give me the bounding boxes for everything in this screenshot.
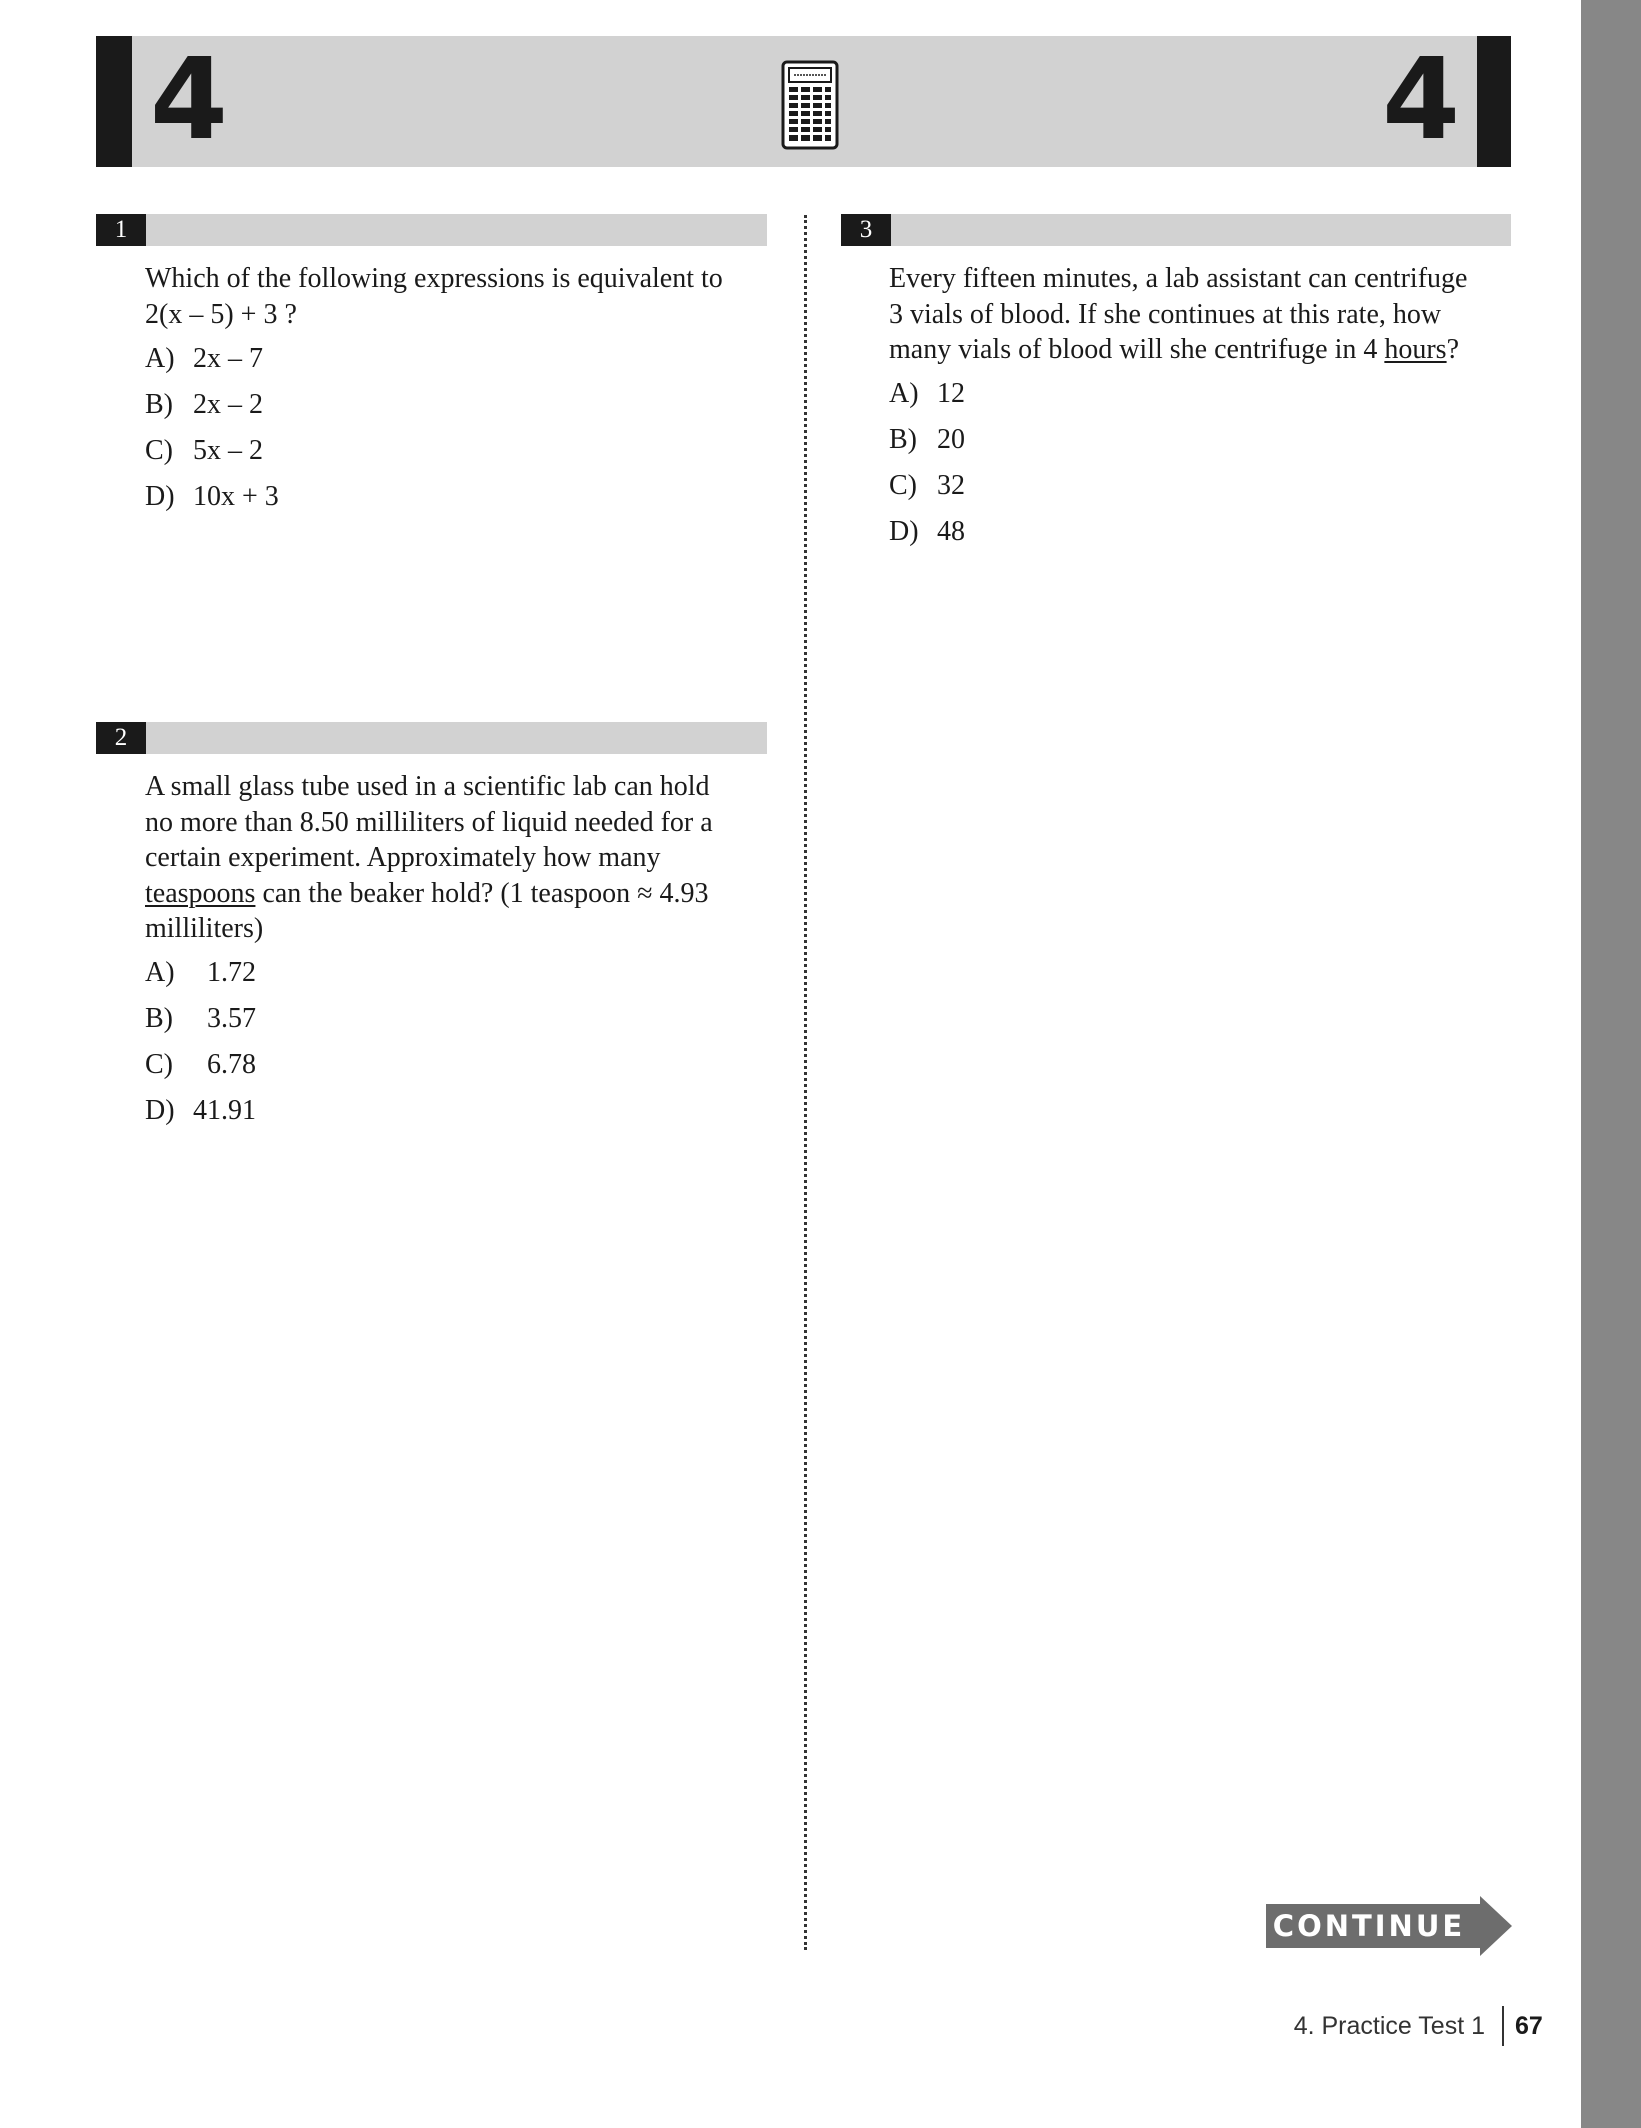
question-3-number: 3 xyxy=(841,214,891,246)
side-margin-bar xyxy=(1581,0,1641,2128)
question-1-text: Which of the following expressions is equivalent to 2(x – 5) + 3 ? xyxy=(145,263,723,330)
answer-choice[interactable]: A) 1.72 xyxy=(145,957,256,988)
section-number-right: 4 xyxy=(1382,35,1460,165)
answer-choice[interactable]: B) 2x – 2 xyxy=(145,389,263,420)
section-number-left: 4 xyxy=(150,35,228,165)
header-right-bar xyxy=(1477,36,1511,167)
question-3-text: Every fifteen minutes, a lab assistant can centrifuge 3 vials of blood. If she continues at this rate, how many vials of blood will she centrifuge in 4 hours? xyxy=(889,263,1468,365)
question-3-header-bar xyxy=(841,214,1511,246)
footer-separator xyxy=(1502,2006,1504,2046)
question-2-number: 2 xyxy=(96,722,146,754)
answer-choice[interactable]: D) 10x + 3 xyxy=(145,481,279,512)
column-divider xyxy=(804,215,807,1950)
continue-arrow-icon xyxy=(1472,1896,1512,1956)
question-3-choices xyxy=(889,376,965,560)
question-1-choices xyxy=(145,341,279,525)
question-2-text: A small glass tube used in a scientific lab can hold no more than 8.50 milliliters of liquid needed for a certain experiment. Approximately how many teaspoons can the beaker hold? (1 teaspoon ≈ 4.93 milliliters) xyxy=(145,771,713,944)
calculator-icon xyxy=(781,60,839,150)
answer-choice[interactable]: C) 6.78 xyxy=(145,1049,256,1080)
question-2-header-bar xyxy=(96,722,767,754)
question-2-choices xyxy=(145,955,256,1139)
answer-choice[interactable]: B) 3.57 xyxy=(145,1003,256,1034)
answer-choice[interactable]: A) 12 xyxy=(889,378,965,409)
question-1-number: 1 xyxy=(96,214,146,246)
page-number: 67 xyxy=(1515,2012,1543,2040)
continue-button[interactable]: CONTINUE xyxy=(1266,1904,1472,1948)
answer-choice[interactable]: D) 41.91 xyxy=(145,1095,256,1126)
answer-choice[interactable]: D) 48 xyxy=(889,516,965,547)
footer-chapter: 4. Practice Test 1 xyxy=(1293,2012,1485,2040)
answer-choice[interactable]: B) 20 xyxy=(889,424,965,455)
answer-choice[interactable]: C) 5x – 2 xyxy=(145,435,263,466)
answer-choice[interactable]: A) 2x – 7 xyxy=(145,343,263,374)
question-1-header-bar xyxy=(96,214,767,246)
header-left-bar xyxy=(96,36,132,167)
answer-choice[interactable]: C) 32 xyxy=(889,470,965,501)
